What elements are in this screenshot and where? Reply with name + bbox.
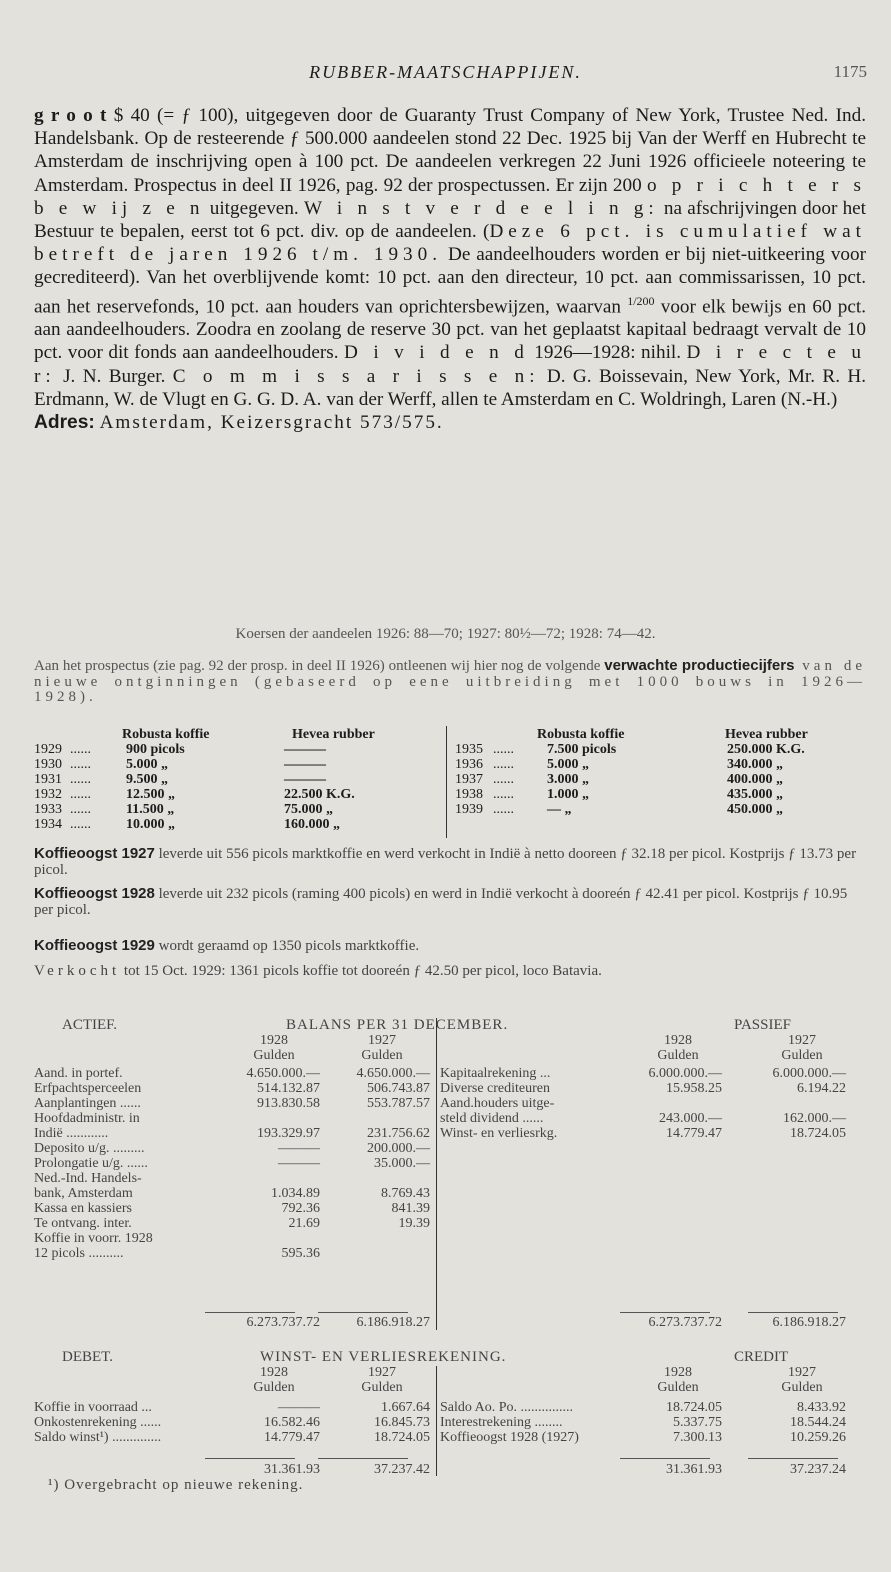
ledger-label: Erfpachtsperceelen: [34, 1081, 142, 1096]
forecast-year: 1931: [34, 772, 62, 787]
hevea-value: 160.000 „: [284, 817, 340, 832]
ledger-label: Prolongatie u/g. ......: [34, 1156, 148, 1171]
unit-gulden: Gulden: [253, 1380, 295, 1395]
forecast-header: [34, 727, 444, 742]
value-1928: ———: [278, 1156, 320, 1171]
hevea-value: ———: [284, 772, 326, 787]
forecast-row: [455, 772, 875, 787]
ledger-row: [34, 1081, 434, 1096]
value-1927: 18.724.05: [374, 1430, 430, 1445]
winst-header: [34, 1350, 874, 1395]
ledger-label: Te ontvang. inter.: [34, 1216, 132, 1231]
winst-label: W i n s t v e r d e e l i n g:: [303, 197, 659, 219]
value-1928: ———: [278, 1400, 320, 1415]
ledger-label: Interestrekening ........: [440, 1415, 563, 1430]
hevea-value: 435.000 „: [727, 787, 783, 802]
ledger-label: Kassa en kassiers: [34, 1201, 132, 1216]
leader-dots: ......: [70, 742, 91, 757]
koffieoogst-1929: [34, 938, 866, 955]
unit-gulden: Gulden: [657, 1048, 699, 1063]
value-1927: 8.769.43: [381, 1186, 430, 1201]
forecast-row: [34, 802, 444, 817]
ledger-row: [440, 1066, 860, 1081]
value-1928: 14.779.47: [264, 1430, 320, 1445]
header-robusta: Robusta koffie: [122, 727, 210, 742]
oogst-1927-text: leverde uit 556 picols marktkoffie en werd verkocht in Indië à netto dooreen ƒ 32.18 per picol. Kostprijs ƒ 13.73 per picol.: [34, 846, 857, 878]
ledger-label: Aand. in portef.: [34, 1066, 123, 1081]
fraction: 1/200: [627, 293, 655, 308]
forecast-year: 1939: [455, 802, 483, 817]
forecast-year: 1938: [455, 787, 483, 802]
forecast-row: [34, 817, 444, 832]
directeur-label: D i r e c t e u r:: [34, 342, 866, 387]
ledger-label: bank, Amsterdam: [34, 1186, 133, 1201]
ledger-label: Aand.houders uitge-: [440, 1096, 555, 1111]
forecast-year: 1937: [455, 772, 483, 787]
ledger-label: 12 picols ..........: [34, 1246, 124, 1261]
ledger-label: Winst- en verliesrkg.: [440, 1126, 558, 1141]
oogst-1928-text: leverde uit 232 picols (raming 400 picols) en werd in Indië verkocht à dooreén ƒ 42.41 per picol. Kostprijs ƒ 10.95 per picol.: [34, 886, 848, 918]
robusta-value: 12.500 „: [126, 787, 175, 802]
balans-header: [34, 1018, 874, 1063]
credit-label: CREDIT: [734, 1349, 789, 1365]
value-1927: 231.756.62: [367, 1126, 430, 1141]
ledger-row: [440, 1081, 860, 1096]
oprichters-label: o p r i c h t e r s b e w ij z e n: [34, 174, 866, 219]
ledger-row: [34, 1400, 434, 1415]
rule: [748, 1312, 838, 1313]
text-5: voor elk bewijs en 60 pct. aan aandeelhouders. Zoodra en zoolang de reserve 30 pct. van het geplaatst kapitaal bedraagt vervalt de 10 pct. voor dit fonds aan aandeelhouders.: [34, 296, 866, 364]
leader-dots: ......: [70, 817, 91, 832]
value-1927: 200.000.—: [367, 1141, 430, 1156]
year-1928: 1928: [260, 1365, 288, 1380]
year-1927: 1927: [788, 1365, 816, 1380]
forecast-year: 1933: [34, 802, 62, 817]
oogst-1928-label: Koffieoogst 1928: [34, 885, 155, 902]
ledger-label: Deposito u/g. .........: [34, 1141, 145, 1156]
koffieoogst-1928: [34, 886, 866, 918]
value-1927: 841.39: [391, 1201, 430, 1216]
winst-credit: [440, 1400, 860, 1445]
robusta-value: 900 picols: [126, 742, 185, 757]
ledger-label: Indië ............: [34, 1126, 109, 1141]
forecast-row: [34, 757, 444, 772]
verkocht-line: [34, 964, 866, 980]
rule: [748, 1458, 838, 1459]
ledger-label: Hoofdadministr. in: [34, 1111, 140, 1126]
robusta-value: 1.000 „: [547, 787, 589, 802]
ledger-row: [34, 1096, 434, 1111]
description-paragraph: [34, 104, 866, 434]
oogst-1927-label: Koffieoogst 1927: [34, 845, 155, 862]
leader-dots: ......: [70, 802, 91, 817]
value-1928: 792.36: [281, 1201, 320, 1216]
unit-gulden: Gulden: [361, 1380, 403, 1395]
value-1928: 4.650.000.—: [246, 1066, 320, 1081]
ledger-row: [440, 1096, 860, 1111]
ledger-row: [440, 1415, 860, 1430]
running-title: RUBBER-MAATSCHAPPIJEN.: [309, 62, 582, 82]
value-1927: 6.194.22: [797, 1081, 846, 1096]
robusta-value: 9.500 „: [126, 772, 168, 787]
robusta-value: — „: [547, 802, 572, 817]
value-1927: 19.39: [398, 1216, 430, 1231]
ledger-row: [34, 1216, 434, 1231]
leader-dots: ......: [493, 787, 514, 802]
forecast-header: [455, 727, 875, 742]
intro-text-1: Aan het prospectus (zie pag. 92 der prosp. in deel II 1926) ontleenen wij hier nog de volgende: [34, 658, 605, 674]
forecast-year: 1935: [455, 742, 483, 757]
value-1928: 14.779.47: [666, 1126, 722, 1141]
year-1928: 1928: [260, 1033, 288, 1048]
value-1928: ———: [278, 1141, 320, 1156]
balans-title: BALANS PER 31 DECEMBER.: [286, 1017, 509, 1033]
value-1928: 18.724.05: [666, 1400, 722, 1415]
total-value: 6.273.737.72: [246, 1315, 320, 1330]
actief-label: ACTIEF.: [62, 1017, 118, 1033]
page-number: 1175: [833, 62, 867, 81]
winst-title: WINST- EN VERLIESREKENING.: [260, 1349, 507, 1365]
ledger-row: [440, 1126, 860, 1141]
passief-label: PASSIEF: [734, 1017, 791, 1033]
unit-gulden: Gulden: [781, 1048, 823, 1063]
value-1927: 18.724.05: [790, 1126, 846, 1141]
value-1928: 21.69: [288, 1216, 320, 1231]
forecast-row: [455, 802, 875, 817]
adres-label: Adres:: [34, 412, 95, 434]
value-1927: 1.667.64: [381, 1400, 430, 1415]
winst-debet: [34, 1400, 434, 1445]
hevea-value: ———: [284, 757, 326, 772]
forecast-row: [34, 787, 444, 802]
hevea-value: ———: [284, 742, 326, 757]
leader-dots: ......: [493, 742, 514, 757]
verkocht-label: Verkocht: [34, 963, 121, 979]
value-1927: 8.433.92: [797, 1400, 846, 1415]
value-1927: 18.544.24: [790, 1415, 846, 1430]
ledger-row: [34, 1156, 434, 1171]
value-1928: 243.000.—: [659, 1111, 722, 1126]
forecast-row: [455, 742, 875, 757]
value-1928: 16.582.46: [264, 1415, 320, 1430]
leader-dots: ......: [70, 757, 91, 772]
groot-label: g r o o t: [34, 105, 107, 126]
ledger-label: Koffieoogst 1928 (1927): [440, 1430, 579, 1445]
deze-text: Deze 6 pct. is cumulatief wat betreft de jaren 1926 t/m. 1930.: [34, 221, 866, 266]
commissarissen-label: C o m m i s s a r i s s e n:: [172, 365, 540, 387]
hevea-value: 340.000 „: [727, 757, 783, 772]
year-1928: 1928: [664, 1365, 692, 1380]
ledger-row: [440, 1430, 860, 1445]
balans-totals: [34, 1315, 874, 1330]
value-1928: 514.132.87: [257, 1081, 320, 1096]
page-header: [0, 62, 891, 88]
year-1928: 1928: [664, 1033, 692, 1048]
robusta-value: 10.000 „: [126, 817, 175, 832]
ledger-row: [34, 1246, 434, 1261]
value-1927: 35.000.—: [374, 1156, 430, 1171]
unit-gulden: Gulden: [781, 1380, 823, 1395]
unit-gulden: Gulden: [253, 1048, 295, 1063]
verkocht-text: tot 15 Oct. 1929: 1361 picols koffie tot dooreén ƒ 42.50 per picol, loco Batavia.: [120, 963, 602, 979]
koffieoogst-1927: [34, 846, 866, 878]
total-value: 37.237.42: [374, 1462, 430, 1477]
company-description: [34, 104, 866, 434]
robusta-value: 11.500 „: [126, 802, 175, 817]
robusta-value: 3.000 „: [547, 772, 589, 787]
rule: [205, 1312, 295, 1313]
value-1927: 4.650.000.—: [356, 1066, 430, 1081]
prospectus-intro: [34, 658, 866, 706]
ledger-row: [34, 1186, 434, 1201]
total-value: 31.361.93: [666, 1462, 722, 1477]
forecast-table-right: [455, 727, 875, 817]
ledger-row: [440, 1400, 860, 1415]
total-value: 6.273.737.72: [648, 1315, 722, 1330]
year-1927: 1927: [368, 1033, 396, 1048]
header-robusta: Robusta koffie: [537, 727, 625, 742]
text-2: uitgegeven.: [204, 197, 304, 219]
value-1928: 913.830.58: [257, 1096, 320, 1111]
adres-value: Amsterdam, Keizersgracht 573/575.: [99, 412, 444, 434]
leader-dots: ......: [70, 772, 91, 787]
ledger-label: Koffie in voorr. 1928: [34, 1231, 153, 1246]
rule: [620, 1312, 710, 1313]
value-1927: 553.787.57: [367, 1096, 430, 1111]
rule: [205, 1458, 295, 1459]
value-1927: 10.259.26: [790, 1430, 846, 1445]
year-1927: 1927: [788, 1033, 816, 1048]
winst-divider: [436, 1366, 437, 1476]
leader-dots: ......: [70, 787, 91, 802]
header-hevea: Hevea rubber: [292, 727, 375, 742]
dividend-value: 1926—1928: nihil.: [528, 342, 687, 364]
value-1928: 5.337.75: [673, 1415, 722, 1430]
ledger-label: steld dividend ......: [440, 1111, 544, 1126]
value-1928: 6.000.000.—: [648, 1066, 722, 1081]
ledger-label: Saldo Ao. Po. ...............: [440, 1400, 574, 1415]
rule: [318, 1312, 408, 1313]
commissarissen-value: D. G. Boissevain, New York, Mr. R. H. Erdmann, W. de Vlugt en G. G. D. A. van der Werff, allen te Amsterdam en C. Woldringh, Laren (N.-H.): [34, 365, 867, 410]
value-1928: 15.958.25: [666, 1081, 722, 1096]
hevea-value: 75.000 „: [284, 802, 333, 817]
total-value: 37.237.24: [790, 1462, 846, 1477]
winst-totals: [34, 1462, 874, 1477]
forecast-row: [455, 757, 875, 772]
hevea-value: 22.500 K.G.: [284, 787, 355, 802]
text-4: De aandeelhouders worden er bij niet-uitkeering voor gecrediteerd). Van het overblijvende komt: 10 pct. aan den directeur, 10 pct. aan commissarissen, 10 pct. aan het reservefonds, 10 pct. aan houders van oprichtersbewijzen, waarvan: [34, 244, 866, 318]
text-1: $ 40 (= ƒ 100), uitgegeven door de Guaranty Trust Company of New York, Trustee Ned. Ind. Handelsbank. Op de resteerende ƒ 500.000 aandeelen stond 22 Dec. 1925 bij Van der Werff en Hubrecht te Amsterdam de inschrijving open à 100 pct. De aandeelen verkregen 22 Juni 1926 officieele noteering te Amsterdam. Prospectus in deel II 1926, pag. 92 der prospectussen. Er zijn 200: [34, 105, 866, 196]
ledger-label: Aanplantingen ......: [34, 1096, 141, 1111]
forecast-year: 1932: [34, 787, 62, 802]
ledger-row: [34, 1415, 434, 1430]
ledger-label: Diverse crediteuren: [440, 1081, 550, 1096]
oogst-1929-text: wordt geraamd op 1350 picols marktkoffie.: [154, 938, 420, 954]
ledger-row: [34, 1430, 434, 1445]
ledger-label: Saldo winst¹) ..............: [34, 1430, 162, 1445]
balans-passief: [440, 1066, 860, 1141]
leader-dots: ......: [493, 772, 514, 787]
directeur-value: J. N. Burger.: [55, 365, 173, 387]
ledger-label: Ned.-Ind. Handels-: [34, 1171, 142, 1186]
forecast-year: 1930: [34, 757, 62, 772]
forecast-year: 1929: [34, 742, 62, 757]
robusta-value: 7.500 picols: [547, 742, 617, 757]
value-1927: 6.000.000.—: [772, 1066, 846, 1081]
total-value: 6.186.918.27: [356, 1315, 430, 1330]
header-hevea: Hevea rubber: [725, 727, 808, 742]
rule: [318, 1458, 408, 1459]
forecast-year: 1936: [455, 757, 483, 772]
rule: [620, 1458, 710, 1459]
footnote: ¹) Overgebracht op nieuwe rekening.: [48, 1477, 304, 1493]
balans-actief: [34, 1066, 434, 1261]
oogst-1929-label: Koffieoogst 1929: [34, 937, 155, 954]
ledger-row: [440, 1111, 860, 1126]
ledger-row: [34, 1201, 434, 1216]
unit-gulden: Gulden: [657, 1380, 699, 1395]
hevea-value: 450.000 „: [727, 802, 783, 817]
leader-dots: ......: [493, 802, 514, 817]
value-1928: 7.300.13: [673, 1430, 722, 1445]
ledger-label: Onkostenrekening ......: [34, 1415, 162, 1430]
leader-dots: ......: [493, 757, 514, 772]
robusta-value: 5.000 „: [126, 757, 168, 772]
ledger-row: [34, 1066, 434, 1081]
forecast-table-left: [34, 727, 444, 832]
ledger-row: [34, 1126, 434, 1141]
intro-bold: verwachte productiecijfers: [604, 657, 795, 674]
hevea-value: 400.000 „: [727, 772, 783, 787]
total-value: 6.186.918.27: [772, 1315, 846, 1330]
ledger-label: Koffie in voorraad ...: [34, 1400, 152, 1415]
robusta-value: 5.000 „: [547, 757, 589, 772]
hevea-value: 250.000 K.G.: [727, 742, 805, 757]
unit-gulden: Gulden: [361, 1048, 403, 1063]
value-1928: 595.36: [281, 1246, 320, 1261]
forecast-row: [34, 772, 444, 787]
year-1927: 1927: [368, 1365, 396, 1380]
balans-divider: [436, 1018, 437, 1330]
forecast-row: [34, 742, 444, 757]
intro-text-2: van de nieuwe ontginningen (gebaseerd op eene uitbreiding met 1000 bouws in 1926—1928).: [34, 658, 866, 705]
ledger-row: [34, 1111, 434, 1126]
forecast-divider: [446, 726, 447, 838]
dividend-label: D i v i d e n d: [343, 342, 529, 364]
ledger-row: [34, 1171, 434, 1186]
text-3: na afschrijvingen door het Bestuur te bepalen, eerst tot 6 pct. div. op de aandeelen. (: [34, 197, 867, 243]
value-1928: 1.034.89: [271, 1186, 320, 1201]
total-value: 31.361.93: [264, 1462, 320, 1477]
value-1927: 162.000.—: [783, 1111, 846, 1126]
forecast-row: [455, 787, 875, 802]
value-1927: 16.845.73: [374, 1415, 430, 1430]
value-1928: 193.329.97: [257, 1126, 320, 1141]
forecast-year: 1934: [34, 817, 62, 832]
ledger-row: [34, 1141, 434, 1156]
value-1927: 506.743.87: [367, 1081, 430, 1096]
debet-label: DEBET.: [62, 1349, 113, 1365]
koersen-line: Koersen der aandeelen 1926: 88—70; 1927: 80½—72; 1928: 74—42.: [235, 626, 656, 642]
ledger-row: [34, 1231, 434, 1246]
ledger-label: Kapitaalrekening ...: [440, 1066, 551, 1081]
